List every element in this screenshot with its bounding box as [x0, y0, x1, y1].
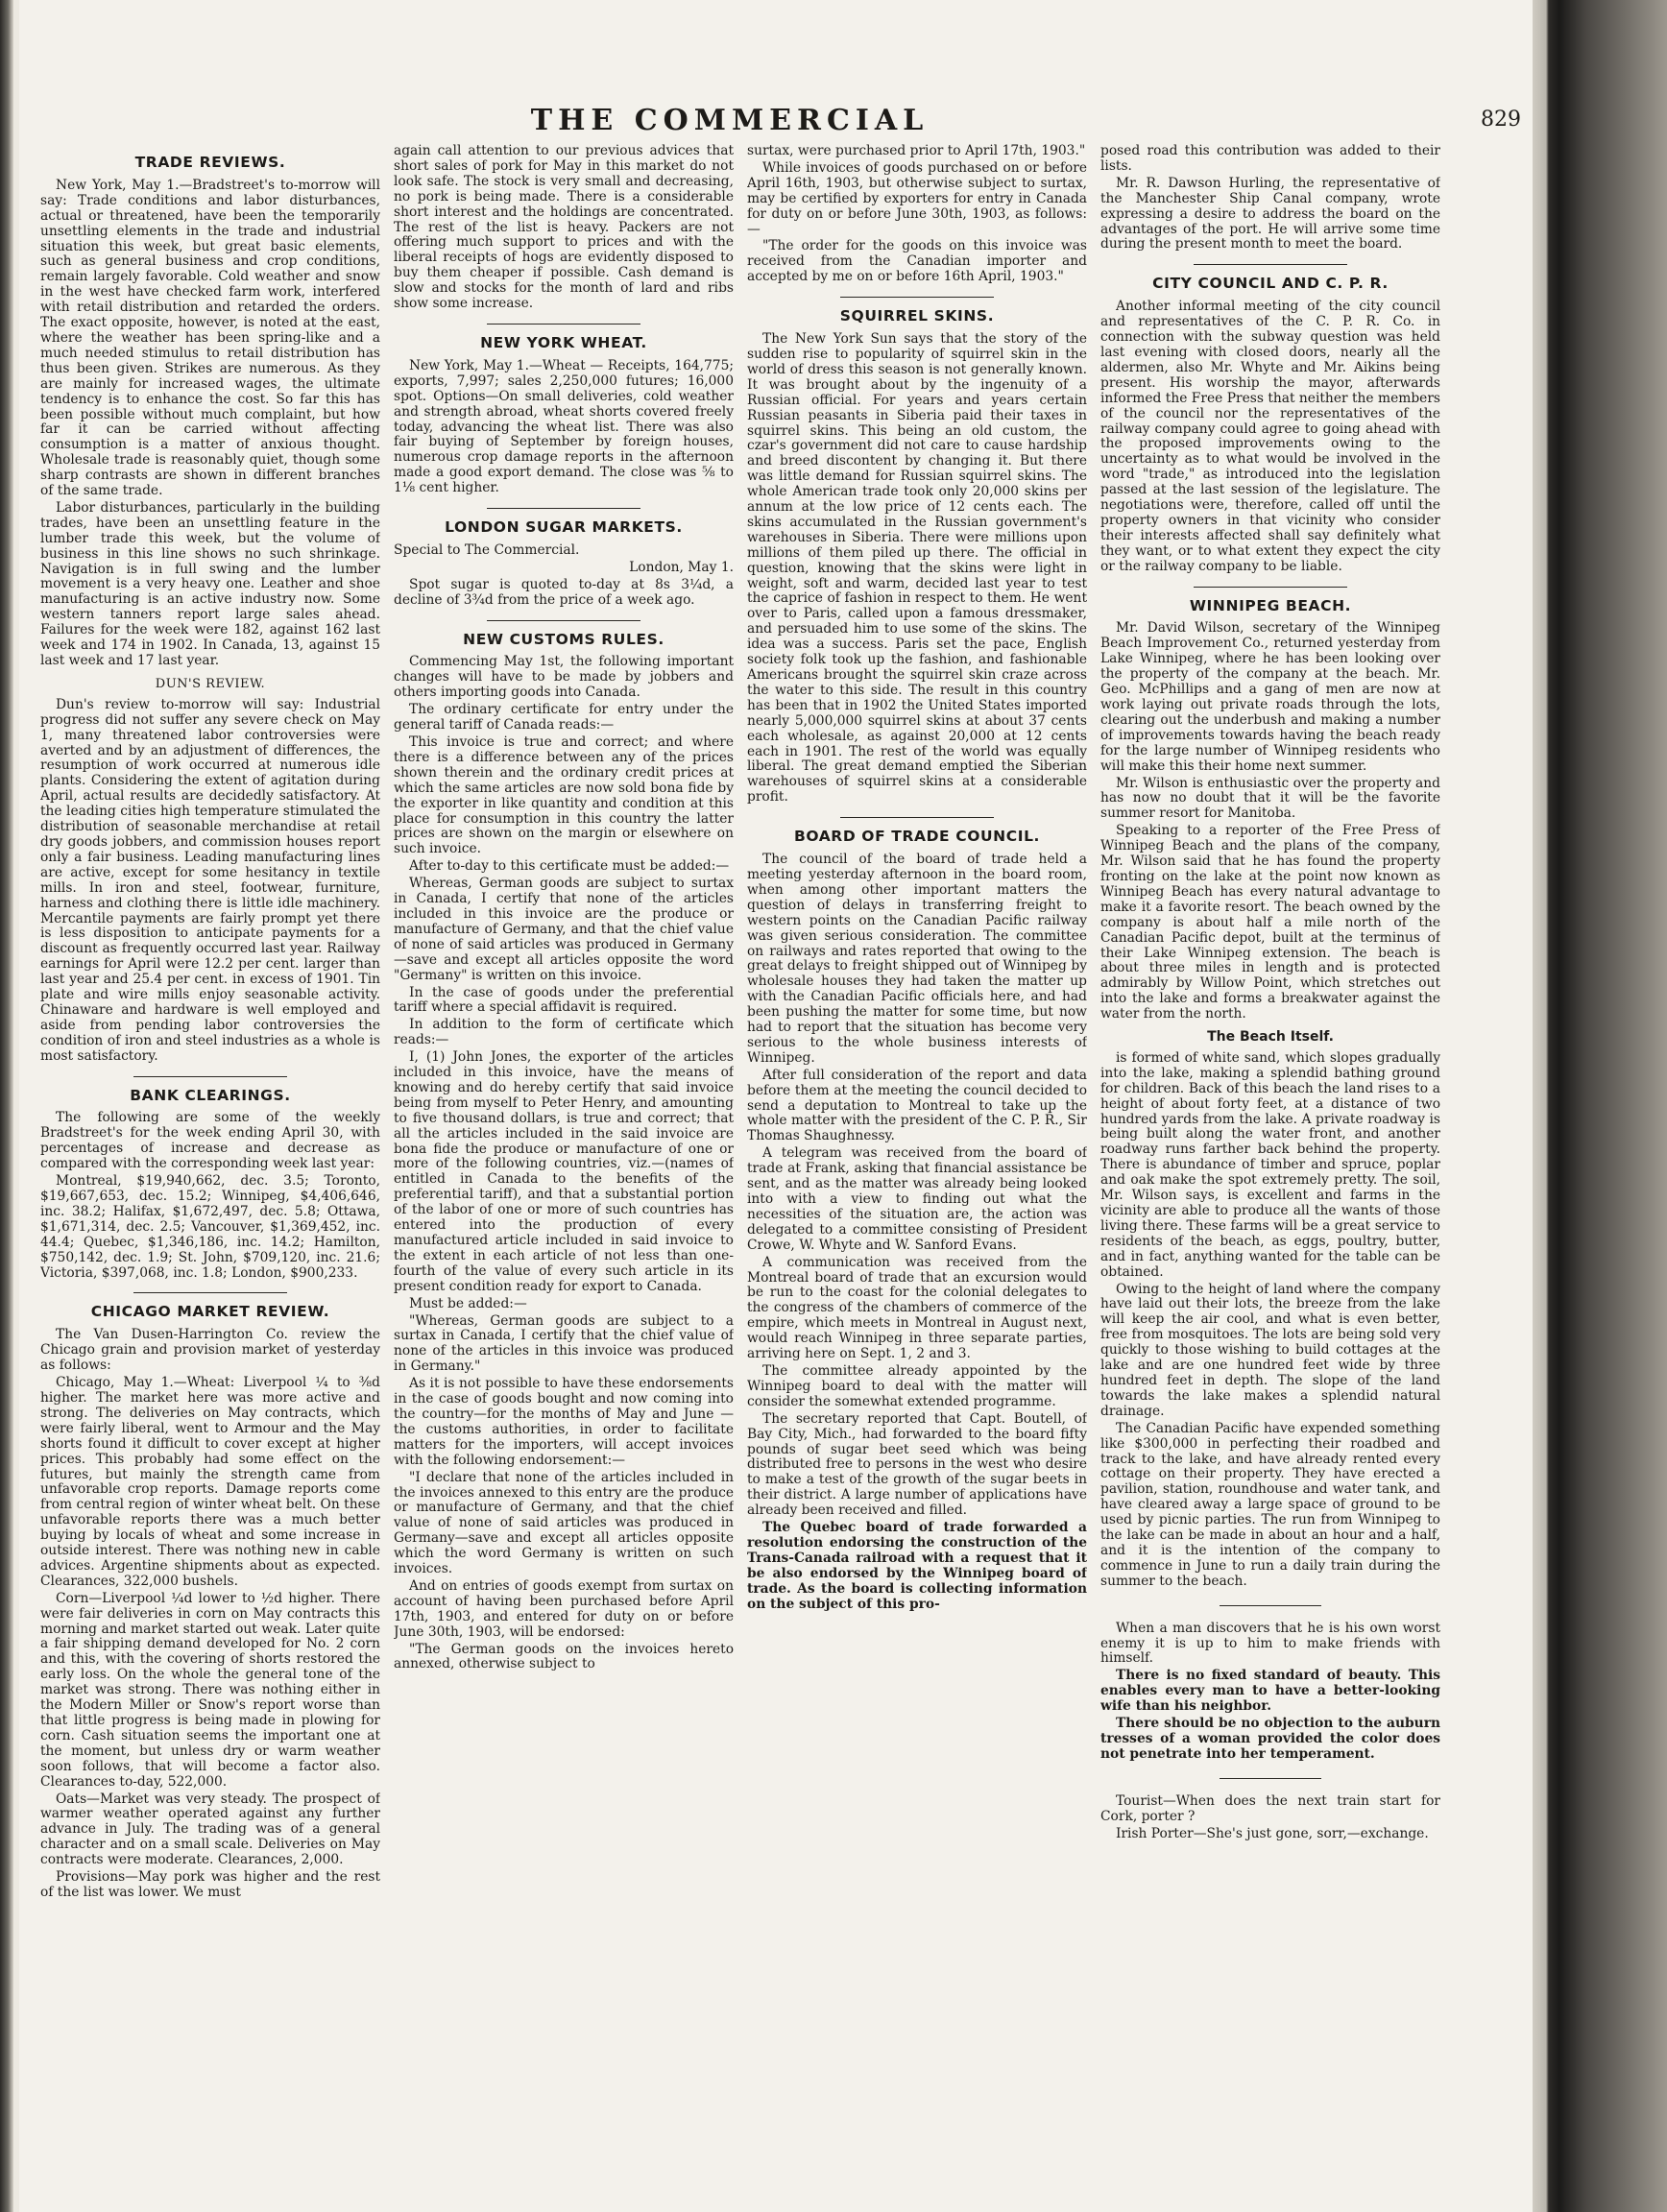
section-divider: [487, 324, 640, 325]
paragraph: Another informal meeting of the city council and representatives of the C. P. R. Co. in connection with the subway question was held last evening with closed doors, nearly all the aldermen, also Mr. Whyte and Mr. Aikins being present. His worship the mayor, afterwards informed the Free Press that neither the members of the council nor the representatives of the railway company could agree to going ahead with the proposed improvements owing to the uncertainty as to what would be involved in the word "trade," as introduced into the legislation passed at the last session of the legislature. The negotiations were, therefore, called off until the property owners in that vicinity who consider their interests affected shall say definitely what they want, or to what extent they expect the city or the railway company to be liable.: [1100, 299, 1440, 574]
paragraph: "The order for the goods on this invoice was received from the Canadian importer and accepted by me on or before 16th April, 1903.": [747, 238, 1087, 285]
book-binding-edge: [1533, 0, 1667, 2212]
masthead: [19, 104, 1533, 142]
paragraph: A telegram was received from the board of trade at Frank, asking that financial assistance be sent, and as the matter was already being looked into with a view to finding out what the necessities of the situation are, the action was delegated to a committee consisting of President Crowe, W. Whyte and W. Sanford Evans.: [747, 1145, 1087, 1253]
section-heading: TRADE REVIEWS.: [134, 154, 286, 171]
paragraph: Spot sugar is quoted to-day at 8s 3¼d, a decline of 3¾d from the price of a week ago.: [394, 576, 734, 608]
paragraph: In the case of goods under the preferential tariff where a special affidavit is required.: [394, 984, 734, 1016]
paragraph: New York, May 1.—Wheat — Receipts, 164,775; exports, 7,997; sales 2,250,000 futures; 16,000 spot. Options—On small deliveries, cold weather and strength abroad, wheat shorts covered freely today, advancing the wheat list. There was also fair buying of September by foreign houses, numerous crop damage reports in the afternoon made a good export demand. The close was ⅝ to 1⅛ cent higher.: [394, 357, 734, 496]
paragraph: New York, May 1.—Bradstreet's to-morrow will say: Trade conditions and labor disturbances, actual or threatened, have been the temporarily unsettling elements in the trade and industrial situation this week, but great basic elements, such as general business and crop conditions, remain largely favorable. Cold weather and snow in the west have checked farm work, interfered with retail distribution and retarded the orders. The exact opposite, however, is noted at the east, where the weather has been spring-like and a much needed stimulus to retail distribution has thus been given. Strikes are numerous. As they are mainly for increased wages, the ultimate tendency is to enhance the cost. So far this has been possible without much complaint, but how far it can be carried without affecting consumption is a matter of anxious thought. Wholesale trade is reasonably quiet, though some sharp contrasts are shown in different branches of the same trade.: [40, 177, 380, 499]
paragraph: Mr. R. Dawson Hurling, the representative of the Manchester Ship Canal company, wrote expressing a desire to address the board on the advantages of the port. He will arrive some time during the present month to meet the board.: [1100, 175, 1440, 252]
section-divider: [133, 1292, 286, 1293]
section-heading: BANK CLEARINGS.: [130, 1086, 291, 1104]
paragraph: Owing to the height of land where the company have laid out their lots, the breeze from the lake will keep the air cool, and what is even better, free from mosquitoes. The lots are being sold very quickly to those wishing to build cottages at the lake and are one hundred feet wide by three hundred feet in depth. The slope of the land towards the lake makes a splendid natural drainage.: [1100, 1281, 1440, 1419]
article-columns: [40, 144, 1442, 2199]
paragraph: I, (1) John Jones, the exporter of the articles included in this invoice, have the means of knowing and do hereby certify that said invoice being from myself to Peter Henry, and amounting to five thousand dollars, is true and correct; that all the articles included in the said invoice are bona fide the produce or manufacture of one or more of the following countries, viz.—(names of entitled in Canada to the benefits of the preferential tariff), and that a substantial portion of the labor of one or more of such countries has entered into the production of every manufactured article included in said invoice to the extent in each article of not less than one-fourth of the value of every such article in its present condition ready for export to Canada.: [394, 1049, 734, 1294]
section-heading: SQUIRREL SKINS.: [839, 307, 995, 325]
paragraph: After full consideration of the report and data before them at the meeting the council decided to send a deputation to Montreal to take up the whole matter with the president of the C. P. R., Sir Thomas Shaughnessy.: [747, 1067, 1087, 1144]
paragraph: The ordinary certificate for entry under the general tariff of Canada reads:—: [394, 702, 734, 733]
paragraph: The council of the board of trade held a meeting yesterday afternoon in the board room, when among other important matters the question of delays in transferring freight to western points on the Canadian Pacific railway was given serious consideration. The committee on railways and rates reported that owing to the great delays to freight shipped out of Winnipeg by wholesale houses they had taken the matter up with the Canadian Pacific officials here, and had been pushing the matter for some time, but now had to report that the situation has become very serious to the whole business interests of Winnipeg.: [747, 852, 1087, 1066]
paragraph: Montreal, $19,940,662, dec. 3.5; Toronto, $19,667,653, dec. 15.2; Winnipeg, $4,406,646, inc. 38.2; Halifax, $1,672,497, dec. 5.8; Ottawa, $1,671,314, dec. 2.5; Vancouver, $1,369,452, inc. 44.4; Quebec, $1,346,186, inc. 14.2; Hamilton, $750,142, dec. 1.9; St. John, $709,120, inc. 21.6; Victoria, $397,068, inc. 1.8; London, $900,233.: [40, 1173, 380, 1281]
paragraph: There should be no objection to the auburn tresses of a woman provided the color does not penetrate into her temperament.: [1100, 1716, 1440, 1762]
column-4: [1100, 144, 1440, 2199]
paragraph: This invoice is true and correct; and where there is a difference between any of the prices shown therein and the ordinary credit prices at which the same articles are now sold bona fide by the exporter in like quantity and condition at this place for consumption in this country the latter prices are shown on the margin or elsewhere on such invoice.: [394, 734, 734, 857]
paragraph: "I declare that none of the articles included in the invoices annexed to this entry are the produce or manufacture of Germany, and that the chief value of none of said articles was produced in Germany—save and except all articles opposite which the word Germany is written on such invoices.: [394, 1469, 734, 1577]
paragraph: The Van Dusen-Harrington Co. review the Chicago grain and provision market of yesterday as follows:: [40, 1327, 380, 1374]
section-divider: [487, 620, 640, 621]
paragraph: Whereas, German goods are subject to surtax in Canada, I certify that none of the articles included in this invoice are the produce or manufacture of Germany, and that the chief value of none of said articles was produced in Germany—save and except all articles opposite the word "Germany" is written on this invoice.: [394, 876, 734, 983]
paragraph: There is no fixed standard of beauty. This enables every man to have a better-looking wife than his neighbor.: [1100, 1668, 1440, 1715]
section-divider: [133, 1076, 286, 1077]
section-heading: BOARD OF TRADE COUNCIL.: [793, 828, 1041, 846]
section-heading: CITY COUNCIL AND C. P. R.: [1152, 275, 1389, 293]
paragraph: Special to The Commercial.: [394, 541, 580, 558]
paragraph: Dun's review to-morrow will say: Industrial progress did not suffer any severe check on May 1, many threatened labor controversies were averted and by an adjustment of differences, the resumption of work occurred at numerous idle plants. Considering the extent of agitation during April, actual results are decidedly satisfactory. At the leading cities high temperature stimulated the distribution of seasonable merchandise at retail dry goods jobbers, and commission houses report only a fair business. Leading manufacturing lines are active, except for some hesitancy in textile mills. In iron and steel, footwear, furniture, harness and clothing there is little idle machinery. Mercantile payments are fairly prompt yet there is less disposition to anticipate payments for a discount as frequently occurred last year. Railway earnings for April were 12.2 per cent. larger than last year and 25.4 per cent. in excess of 1901. Tin plate and wire mills enjoy seasonable activity. Chinaware and hardware is well employed and aside from pending labor controversies the condition of iron and steel industries as a whole is most satisfactory.: [40, 696, 380, 1064]
section-divider: [1194, 264, 1346, 265]
section-heading: CHICAGO MARKET REVIEW.: [90, 1303, 330, 1321]
section-divider: [487, 508, 640, 509]
section-heading: LONDON SUGAR MARKETS.: [445, 518, 683, 537]
paragraph: "Whereas, German goods are subject to a surtax in Canada, I certify that the chief value of none of the articles in this invoice was produced in Germany.": [394, 1312, 734, 1375]
paragraph: After to-day to this certificate must be added:—: [409, 858, 730, 875]
paragraph: The Canadian Pacific have expended something like $300,000 in perfecting their roadbed and track to the lake, and have already rented every cottage on their property. They have erected a pavilion, station, roundhouse and water tank, and have cleared away a large space of ground to be used by picnic parties. The run from Winnipeg to the lake can be made in about an hour and a half, and it is the intention of the company to commence in June to run a daily train during the summer to the beach.: [1100, 1420, 1440, 1589]
section-divider: [1194, 587, 1346, 588]
section-divider: [1220, 1778, 1321, 1779]
section-heading: WINNIPEG BEACH.: [1189, 596, 1352, 614]
paragraph: And on entries of goods exempt from surtax on account of having been purchased before April 17th, 1903, and entered for duty on or before June 30th, 1903, will be endorsed:: [394, 1577, 734, 1640]
paragraph: posed road this contribution was added to their lists.: [1100, 144, 1440, 174]
section-heading: NEW YORK WHEAT.: [480, 333, 647, 351]
paragraph: In addition to the form of certificate which reads:—: [394, 1017, 734, 1048]
paragraph: Commencing May 1st, the following important changes will have to be made by jobbers and others importing goods into Canada.: [394, 654, 734, 701]
paragraph: As it is not possible to have these endorsements in the case of goods bought and now coming into the country—for the months of May and June —the customs authorities, in order to facilitate matters for the importers, will accept invoices with the following endorsement:—: [394, 1376, 734, 1468]
scan-left-margin: [0, 0, 13, 2212]
paragraph: Speaking to a reporter of the Free Press of Winnipeg Beach and the plans of the company, Mr. Wilson said that he has found the property fronting on the lake at the point now known as Winnipeg Beach has every natural advantage to make it a favorite resort. The beach owned by the company is about half a mile north of the Canadian Pacific depot, built at the terminus of their Lake Winnipeg extension. The beach is about three miles in length and is protected admirably by Willow Point, which stretches out into the lake and forms a breakwater against the water from the north.: [1100, 823, 1440, 1022]
paragraph: Irish Porter—She's just gone, sorr,—exchange.: [1116, 1825, 1429, 1841]
section-divider: [1220, 1605, 1321, 1606]
section-divider: [840, 817, 993, 818]
paragraph: The New York Sun says that the story of the sudden rise to popularity of squirrel skin in the world of dress this season is not generally known. It was brought about by the ingenuity of a Russian official. For years and years certain Russian peasants in Siberia paid their taxes in squirrel skins. This being an old custom, the czar's government did not care to cause hardship and breed discontent by changing it. But there was little demand for Russian squirrel skins. The whole American trade took only 20,000 skins per annum at the low price of 12 cents each. The skins accumulated in the Russian government's warehouses in Siberia. There were millions upon millions of them piled up there. The official in question, knowing that the skins were light in weight, soft and warm, decided last year to test the caprice of fashion in respect to them. He went over to Paris, called upon a famous dressmaker, and persuaded him to use some of the skins. The idea was a success. Paris set the pace, English society folk took up the fashion, and fashionable Americans brought the squirrel skin craze across the water to this side. The result in this country has been that in 1902 the United States imported nearly 5,000,000 squirrel skins at about 37 cents each wholesale, as against 20,000 at 12 cents each in 1901. The rest of the world was equally liberal. The great demand emptied the Siberian warehouses of squirrel skins at a considerable profit.: [747, 331, 1087, 805]
paragraph: London, May 1.: [629, 559, 734, 575]
paragraph: Provisions—May pork was higher and the rest of the list was lower. We must: [40, 1869, 380, 1900]
column-3: [747, 144, 1087, 2199]
section-heading: DUN'S REVIEW.: [155, 676, 266, 691]
section-heading: The Beach Itself.: [1207, 1029, 1334, 1046]
paragraph: When a man discovers that he is his own worst enemy it is up to him to make friends with himself.: [1100, 1620, 1440, 1667]
paragraph: Must be added:—: [409, 1295, 527, 1311]
page-number: 829: [1481, 108, 1521, 132]
publication-title: THE COMMERCIAL: [530, 104, 930, 137]
paragraph: Labor disturbances, particularly in the building trades, have been an unsettling feature in the lumber trade this week, but the volume of business in this line shows no such shrinkage. Navigation is in full swing and the lumber movement is a very heavy one. Leather and shoe manufacturing is an active industry now. Some western tanners report large sales ahead. Failures for the week were 182, against 162 last week and 174 in 1902. In Canada, 13, against 15 last week and 17 last year.: [40, 499, 380, 668]
paragraph: "The German goods on the invoices hereto annexed, otherwise subject to: [394, 1641, 734, 1672]
paragraph: Tourist—When does the next train start for Cork, porter ?: [1100, 1792, 1440, 1824]
paragraph: Mr. Wilson is enthusiastic over the property and has now no doubt that it will be the favorite summer resort for Manitoba.: [1100, 775, 1440, 822]
paragraph: is formed of white sand, which slopes gradually into the lake, making a splendid bathing ground for children. Back of this beach the land rises to a height of about forty feet, at a distance of two hundred yards from the lake. A private roadway is being built along the water front, and another roadway runs farther back behind the property. There is abundance of timber and spruce, poplar and oak make the spot extremely pretty. The soil, Mr. Wilson says, is excellent and farms in the vicinity are able to produce all the wants of those living there. These farms will be a great service to residents of the beach, as eggs, poultry, butter, and in fact, anything wanted for the table can be obtained.: [1100, 1049, 1440, 1280]
section-heading: NEW CUSTOMS RULES.: [463, 630, 664, 648]
column-2: [394, 144, 734, 2199]
paragraph: Mr. David Wilson, secretary of the Winnipeg Beach Improvement Co., returned yesterday from Lake Winnipeg, where he has been looking over the property of the company at the beach. Mr. Geo. McPhillips and a gang of men are now at work laying out private roads through the lots, clearing out the underbush and making a number of improvements towards having the beach ready for the large number of Winnipeg residents who will make this their home next summer.: [1100, 620, 1440, 774]
paragraph: surtax, were purchased prior to April 17th, 1903.": [747, 144, 1086, 158]
paragraph: While invoices of goods purchased on or before April 16th, 1903, but otherwise subject to surtax, may be certified by exporters for entry in Canada for duty on or before June 30th, 1903, as follows:—: [747, 159, 1087, 237]
paragraph: The committee already appointed by the Winnipeg board to deal with the matter will consider the somewhat extended programme.: [747, 1362, 1087, 1409]
paragraph: Oats—Market was very steady. The prospect of warmer weather operated against any further advance in July. The trading was of a general character and on a small scale. Deliveries on May contracts were moderate. Clearances, 2,000.: [40, 1791, 380, 1868]
paragraph: The secretary reported that Capt. Boutell, of Bay City, Mich., had forwarded to the board fifty pounds of sugar beet seed which was being distributed free to persons in the west who desire to make a test of the growth of the sugar beets in their district. A large number of applications have already been received and filled.: [747, 1410, 1087, 1519]
paragraph: Corn—Liverpool ¼d lower to ½d higher. There were fair deliveries in corn on May contracts this morning and market started out weak. Later quite a fair shipping demand developed for No. 2 corn and this, with the covering of shorts restored the early loss. On the whole the general tone of the market was strong. There was nothing either in the Modern Miller or Snow's report worse than that little progress is being made in plowing for corn. Cash situation seems the important one at the moment, but unless dry or warm weather soon follows, that will become a factor also. Clearances to-day, 522,000.: [40, 1590, 380, 1790]
newspaper-page: [19, 0, 1533, 2212]
paragraph: again call attention to our previous advices that short sales of pork for May in this market do not look safe. The stock is very small and decreasing, no pork is being made. There is a considerable short interest and the holdings are concentrated. The rest of the list is heavy. Packers are not offering much support to prices and with the liberal receipts of hogs are evidently disposed to buy them cheaper if possible. Cash demand is slow and stocks for the month of lard and ribs show some increase.: [394, 144, 734, 312]
paragraph: A communication was received from the Montreal board of trade that an excursion would be run to the coast for the colonial delegates to the congress of the chambers of commerce of the empire, which meets in Montreal in August next, would reach Winnipeg in three separate parties, arriving here on Sept. 1, 2 and 3.: [747, 1254, 1087, 1362]
paragraph: The following are some of the weekly Bradstreet's for the week ending April 30, with percentages of increase and decrease as compared with the corresponding week last year:: [40, 1110, 380, 1172]
paragraph: The Quebec board of trade forwarded a resolution endorsing the construction of the Trans-Canada railroad with a request that it be also endorsed by the Winnipeg board of trade. As the board is collecting information on the subject of this pro-: [747, 1520, 1087, 1612]
column-1: [40, 144, 380, 2199]
paragraph: Chicago, May 1.—Wheat: Liverpool ¼ to ⅜d higher. The market here was more active and strong. The deliveries on May contracts, which were fairly liberal, went to Armour and the May shorts found it difficult to cover except at higher prices. This probably had some effect on the futures, but mainly the strength came from unfavorable crop reports. Damage reports come from central region of winter wheat belt. On these unfavorable reports there was a much better buying by locals of wheat and some increase in outside interest. There was nothing new in cable advices. Argentine shipments about as expected. Clearances, 322,000 bushels.: [40, 1375, 380, 1589]
section-divider: [840, 297, 993, 298]
